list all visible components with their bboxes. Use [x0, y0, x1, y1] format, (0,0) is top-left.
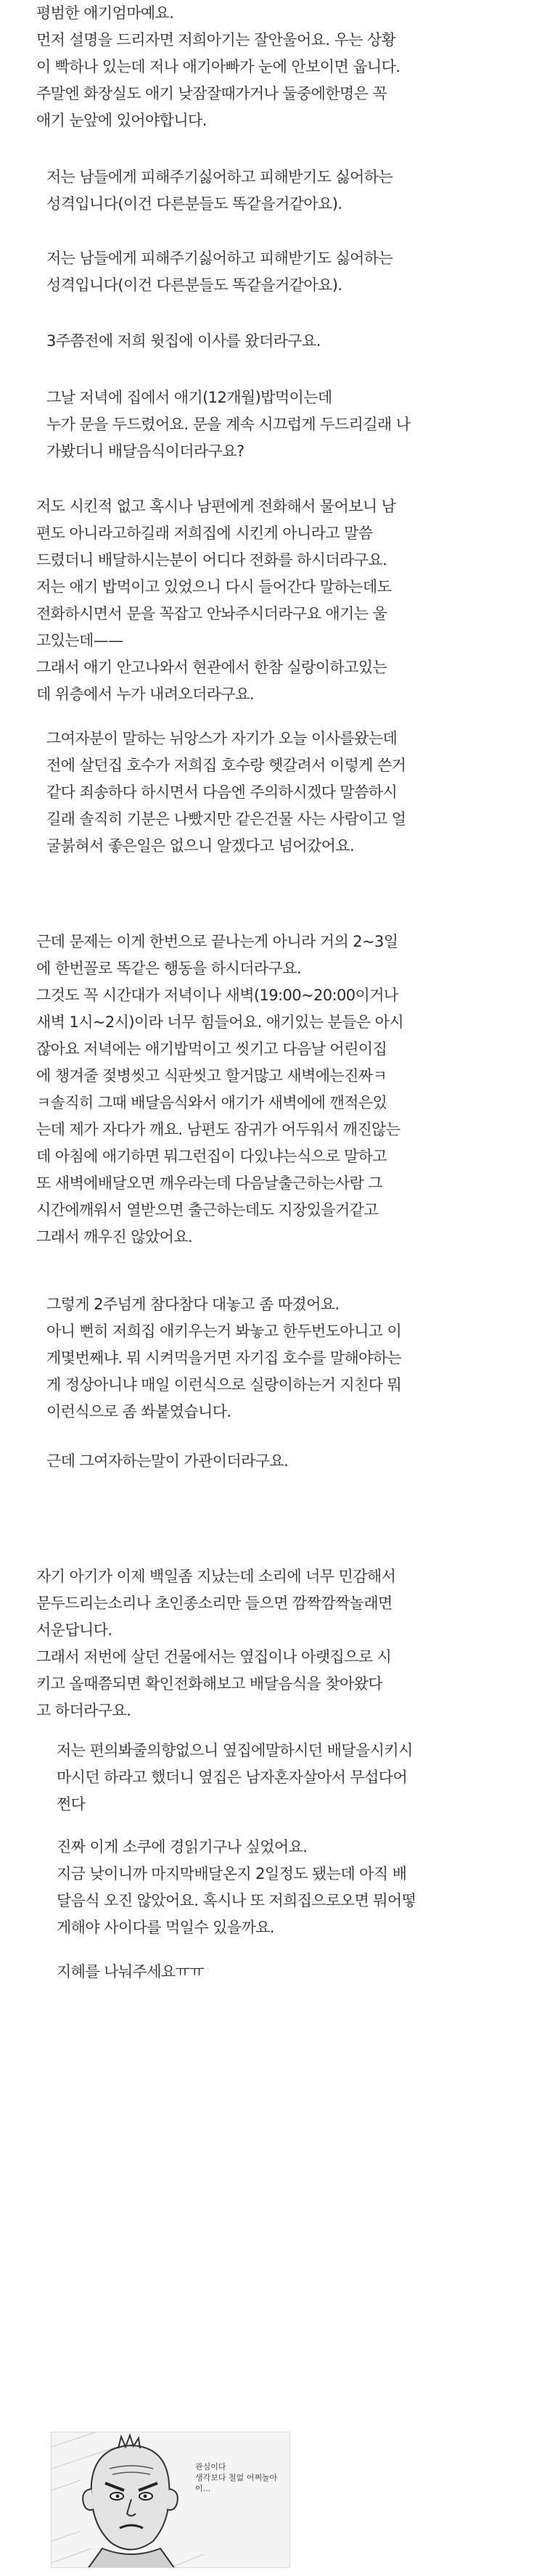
paragraph-baby-sensitive: 자기 아기가 이제 백일좀 지났는데 소리에 너무 민감해서 문두드리는소리나 초인종소리만 들으면 깜짝깜짝놀래면 서운답니다. 그래서 저번에 살던 건물에서는 옆집이나 아랫집으로 시 키고 올때쯤되면 확인전화해보고 배달음식을 찾아왔다 고 하더라구요. — [36, 1568, 396, 1719]
paragraph-first-delivery: 그날 저녁에 집에서 애기(12개월)밥먹이는데 누가 문을 두드렸어요. 문을 계속 시끄럽게 두드리길래 나 가봤더니 배달음식이더라구요? — [46, 389, 411, 460]
paragraph-personality-repeat: 저는 남들에게 피해주기싫어하고 피해받기도 싫어하는 성격입니다(이건 다른분들도 똑같을거같아요). — [46, 250, 393, 294]
paragraph-personality: 저는 남들에게 피해주기싫어하고 피해받기도 싫어하는 성격입니다(이건 다른분들도 똑같을거같아요). — [46, 168, 393, 213]
meme-image — [51, 2432, 290, 2568]
paragraph-moved-in: 3주쯤전에 저희 윗집에 이사를 왔더라구요. — [46, 332, 321, 350]
paragraph-phone-call: 저도 시킨적 없고 혹시나 남편에게 전화해서 물어보니 남 편도 아니라고하길래 저희집에 시킨게 아니라고 말씀 드렸더니 배달하시는분이 어디다 전화를 하시더라구요. 저는 애기 밥먹이고 있었으니 다시 들어간다 말하는데도 전화하시면서 문을 꼭잡고 안놔주시더라구요 애기는 울 고있는데—— 그래서 애기 안고나와서 현관에서 한참 실랑이하고있는 데 위층에서 누가 내려오더라구요. — [36, 498, 396, 703]
cartoon-face-icon — [52, 2432, 290, 2568]
paragraph-plea: 지혜를 나눠주세요ㅠㅠ — [57, 1963, 204, 1980]
paragraph-refusal: 저는 편의봐줄의향없으니 옆집에말하시던 배달을시키시 마시던 하라고 했더니 옆집은 남자혼자살아서 무섭다어 쩐다 — [57, 1742, 413, 1813]
paragraph-intro: 평범한 애기엄마예요. 먼저 설명을 드리자면 저희아기는 잘안울어요. 우는 상황 이 빡하나 있는데 저나 애기아빠가 눈에 안보이면 웁니다. 주말엔 화장실도 애기 낮잠잘때가거나 둘중에한명은 꼭 애기 눈앞에 있어야합니다. — [36, 4, 400, 129]
paragraph-current-status: 진짜 이게 소쿠에 경읽기구나 싶었어요. 지금 낮이니까 마지막배달온지 2일정도 됐는데 아직 배 달음식 오진 않았어요. 혹시나 또 저희집으로오면 뭐어떻 게해야 사이다를 먹일수 있을까요. — [57, 1838, 416, 1936]
paragraph-neighbor-apology: 그여자분이 말하는 뉘앙스가 자기가 오늘 이사를왔는데 전에 살던집 호수가 저희집 호수랑 헷갈려서 이렇게 쓴거 같다 죄송하다 하시면서 다음엔 주의하시겠다 말씀하시 길래 솔직히 기분은 나빴지만 같은건물 사는 사람이고 얼 굴붉혀서 좋은일은 없으니 알겠다고 넘어갔어요. — [46, 730, 406, 855]
meme-caption: 관심이다 생각보다 철없 어쩌놀아이... — [195, 2462, 278, 2493]
paragraph-repeated-problem: 근데 문제는 이게 한번으로 끝나는게 아니라 거의 2~3일 에 한번꼴로 똑같은 행동을 하시더라구요. 그것도 꼭 시간대가 저녁이나 새벽(19:00~20:00이거나 새벽 1시~2시)이라 너무 힘들어요. 애기있는 분들은 아시 잖아요 저녁에는 애기밥먹이고 씻기고 다음날 어린이집 에 챙겨줄 젖병씻고 식판씻고 할거많고 새벽에는진짜ㅋ ㅋ솔직히 그때 배달음식와서 애기가 새벽에에 깬적은있 는데 제가 자다가 깨요. 남편도 잠귀가 어두워서 깨진않는 데 아침에 애기하면 뭐그런집이 다있냐는식으로 말하고 또 새벽에배달오면 깨우라는데 다음날출근하는사람 그 시간에깨워서 열받으면 출근하는데도 지장있을거같고 그래서 깨우진 않았어요. — [36, 933, 404, 1246]
paragraph-absurd-reply: 근데 그여자하는말이 가관이더라구요. — [46, 1452, 289, 1470]
paragraph-confrontation: 그렇게 2주넘게 참다참다 대놓고 좀 따졌어요. 아니 뻔히 저희집 애키우는거 봐놓고 한두번도아니고 이 게몇번째냐. 뭐 시켜먹을거면 자기집 호수를 말해야하는 게 정상아니냐 매일 이런식으로 실랑이하는거 지친다 뭐 이런식으로 좀 쏴붙였습니다. — [46, 1296, 402, 1420]
